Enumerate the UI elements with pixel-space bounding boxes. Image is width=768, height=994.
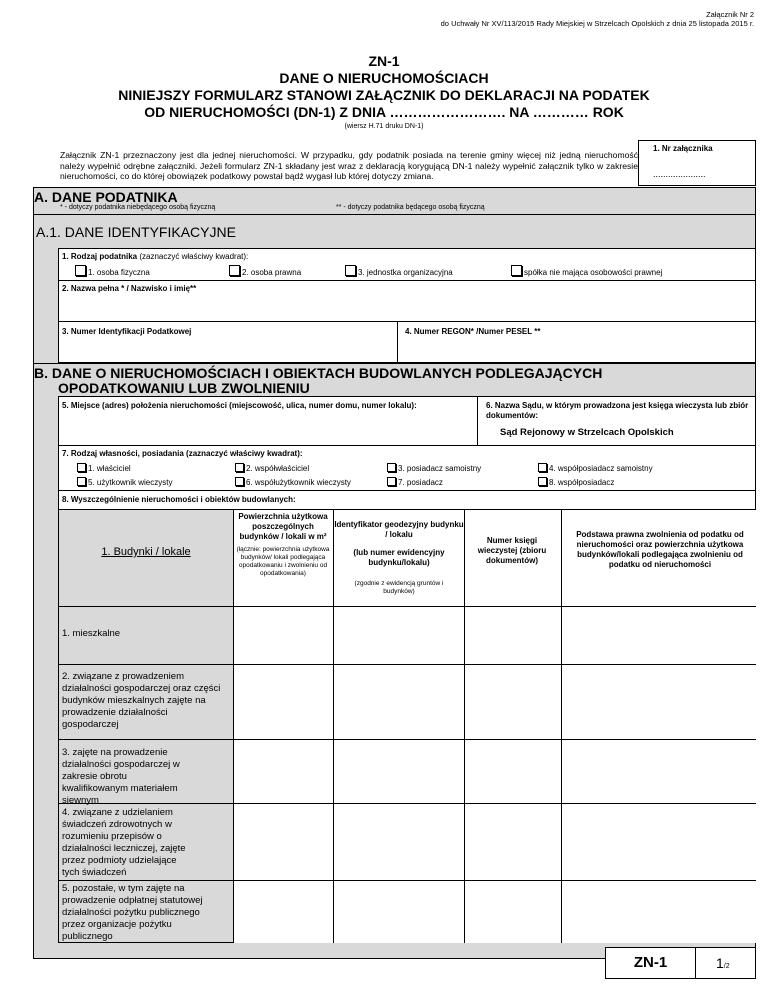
attachment-number-value: ..................... bbox=[653, 169, 706, 179]
checkbox-icon[interactable] bbox=[77, 463, 86, 472]
section-a-title: A. DANE PODATNIKA bbox=[34, 189, 178, 205]
ownership-type-label: 7. Rodzaj własności, posiadania (zaznaczyć właściwy kwadrat): bbox=[62, 449, 303, 458]
checkbox-icon[interactable] bbox=[235, 463, 244, 472]
page-number: 1/2 bbox=[716, 955, 730, 971]
table-col-geodetic-id: Identyfikator geodezyjny budynku / lokalu (lub numer ewidencyjny budynku/lokalu) (zgodnie z ewidencją gruntów i budynków) bbox=[334, 520, 464, 595]
property-spec-label: 8. Wyszczególnienie nieruchomości i obiektów budowlanych: bbox=[62, 495, 296, 504]
attachment-number-field[interactable] bbox=[638, 140, 756, 186]
table-row-1-inputs[interactable] bbox=[234, 607, 756, 664]
attachment-number-label: 1. Nr załącznika bbox=[653, 144, 713, 153]
ownership-option-5[interactable]: 5. użytkownik wieczysty bbox=[77, 477, 172, 487]
court-name-label: 6. Nazwa Sądu, w którym prowadzona jest księga wieczysta lub zbiór dokumentów: bbox=[486, 401, 749, 420]
full-name-field[interactable] bbox=[58, 280, 756, 322]
taxpayer-type-option-4[interactable]: spółka nie mająca osobowości prawnej bbox=[511, 265, 662, 277]
ownership-option-6[interactable]: 6. współużytkownik wieczysty bbox=[235, 477, 351, 487]
nip-label: 3. Numer Identyfikacji Podatkowej bbox=[62, 327, 192, 336]
ownership-option-3[interactable]: 3. posiadacz samoistny bbox=[387, 463, 481, 473]
section-a1-title: A.1. DANE IDENTYFIKACYJNE bbox=[36, 224, 236, 240]
ownership-option-7[interactable]: 7. posiadacz bbox=[387, 477, 443, 487]
court-name-field[interactable] bbox=[477, 396, 756, 446]
taxpayer-type-option-1[interactable]: 1. osoba fizyczna bbox=[75, 265, 150, 277]
table-col-area: Powierzchnia użytkowa poszczególnych budynków / lokali w m² (łącznie: powierzchnia użytkowa budynków/ lokali podlegająca opodatkowaniu i zwolnieniu od opodatkowania) bbox=[236, 512, 330, 577]
court-name-value: Sąd Rejonowy w Strzelcach Opolskich bbox=[500, 427, 674, 438]
taxpayer-type-option-2[interactable]: 2. osoba prawna bbox=[229, 265, 301, 277]
full-name-label: 2. Nazwa pełna * / Nazwisko i imię** bbox=[62, 284, 197, 293]
section-b-title: B. DANE O NIERUCHOMOŚCIACH I OBIEKTACH BUDOWLANYCH PODLEGAJĄCYCH OPODATKOWANIU LUB ZWOLNIENIU bbox=[34, 365, 603, 396]
checkbox-icon[interactable] bbox=[235, 477, 244, 486]
section-a-note-2: ** - dotyczy podatnika będącego osobą fizyczną bbox=[336, 204, 485, 211]
checkbox-icon[interactable] bbox=[538, 477, 547, 486]
section-a-note-1: * - dotyczy podatnika niebędącego osobą fizyczną bbox=[60, 204, 216, 211]
taxpayer-type-option-3[interactable]: 3. jednostka organizacyjna bbox=[345, 265, 453, 277]
ownership-option-8[interactable]: 8. współposiadacz bbox=[538, 477, 614, 487]
table-col-buildings: 1. Budynki / lokale bbox=[101, 546, 191, 558]
table-row-3-inputs[interactable] bbox=[234, 740, 756, 803]
property-address-label: 5. Miejsce (adres) położenia nieruchomości (miejscowość, ulica, numer domu, numer lokalu): bbox=[62, 401, 417, 410]
ownership-option-4[interactable]: 4. współposiadacz samoistny bbox=[538, 463, 653, 473]
checkbox-icon[interactable] bbox=[511, 265, 522, 276]
taxpayer-type-hint: (zaznaczyć właściwy kwadrat): bbox=[137, 252, 249, 261]
taxpayer-type-field bbox=[58, 248, 756, 281]
table-row-business: 2. związane z prowadzeniem działalności gospodarczej oraz części budynków mieszkalnych zajęte na prowadzenie działalności gospodarczej bbox=[62, 671, 221, 730]
table-row-healthcare: 4. związane z udzielaniem świadczeń zdrowotnych w rozumieniu przepisów o działalności leczniczej, zajęte przez podmioty udzielające tych świadczeń bbox=[62, 807, 186, 878]
intro-text: Załącznik ZN-1 przeznaczony jest dla jednej nieruchomości. W przypadku, gdy podatnik posiada na terenie gminy więcej niż jedną nieruchomość należy wypełnić odrębne załączniki. Jeżeli formularz ZN-1 składany jest wraz z deklaracją korygującą DN-1 należy wypełnić załącznik tylko w zakresie nieruchomości, co do której obowiązek podatkowy powstał bądź wygasł lub której dotyczy zmiana. bbox=[60, 150, 638, 181]
ownership-type-field bbox=[58, 445, 756, 491]
annex-line-2: do Uchwały Nr XV/113/2015 Rady Miejskiej w Strzelcach Opolskich z dnia 25 listopada 2015 r. bbox=[440, 19, 754, 28]
form-code-box bbox=[605, 947, 696, 979]
table-row-4-inputs[interactable] bbox=[234, 804, 756, 880]
ownership-option-2[interactable]: 2. współwłaściciel bbox=[235, 463, 309, 473]
table-row-residential: 1. mieszkalne bbox=[62, 628, 121, 639]
checkbox-icon[interactable] bbox=[229, 265, 240, 276]
regon-pesel-field[interactable] bbox=[397, 321, 756, 363]
table-row-seed-trade: 3. zajęte na prowadzenie działalności gospodarczej w zakresie obrotu kwalifikowanym materiałem siewnym bbox=[62, 747, 180, 806]
regon-pesel-label: 4. Numer REGON* /Numer PESEL ** bbox=[405, 327, 541, 336]
form-title-line3: NINIEJSZY FORMULARZ STANOWI ZAŁĄCZNIK DO DEKLARACJI NA PODATEK bbox=[118, 87, 650, 103]
form-title-main: DANE O NIERUCHOMOŚCIACH bbox=[279, 70, 489, 86]
form-title-code: ZN-1 bbox=[368, 53, 400, 69]
property-spec-field bbox=[58, 490, 756, 510]
form-code: ZN-1 bbox=[633, 954, 668, 971]
form-subnote: (wiersz H.71 druku DN-1) bbox=[344, 123, 424, 130]
checkbox-icon[interactable] bbox=[387, 463, 396, 472]
checkbox-icon[interactable] bbox=[77, 477, 86, 486]
checkbox-icon[interactable] bbox=[538, 463, 547, 472]
annex-line-1: Załącznik Nr 2 bbox=[706, 10, 754, 19]
taxpayer-type-label: 1. Rodzaj podatnika bbox=[62, 252, 138, 261]
page-number-box bbox=[695, 947, 756, 979]
form-title-line4: OD NIERUCHOMOŚCI (DN-1) Z DNIA ……………………. NA ………… ROK bbox=[144, 104, 624, 120]
table-col-land-register: Numer księgi wieczystej (zbioru dokumentów) bbox=[477, 536, 547, 565]
checkbox-icon[interactable] bbox=[387, 477, 396, 486]
ownership-option-1[interactable]: 1. właściciel bbox=[77, 463, 131, 473]
nip-field[interactable] bbox=[58, 321, 398, 363]
table-row-2-inputs[interactable] bbox=[234, 665, 756, 739]
table-row-5-inputs[interactable] bbox=[234, 881, 756, 943]
property-address-field[interactable] bbox=[58, 396, 478, 446]
table-col-exemption-basis: Podstawa prawna zwolnienia od podatku od nieruchomości oraz powierzchnia użytkowa budynków/lokali podlegająca zwolnieniu od podatku od nieruchomości bbox=[576, 530, 744, 569]
table-row-other: 5. pozostałe, w tym zajęte na prowadzenie odpłatnej statutowej działalności pożytku publicznego przez organizacje pożytku publicznego bbox=[62, 883, 203, 942]
checkbox-icon[interactable] bbox=[345, 265, 356, 276]
checkbox-icon[interactable] bbox=[75, 265, 86, 276]
